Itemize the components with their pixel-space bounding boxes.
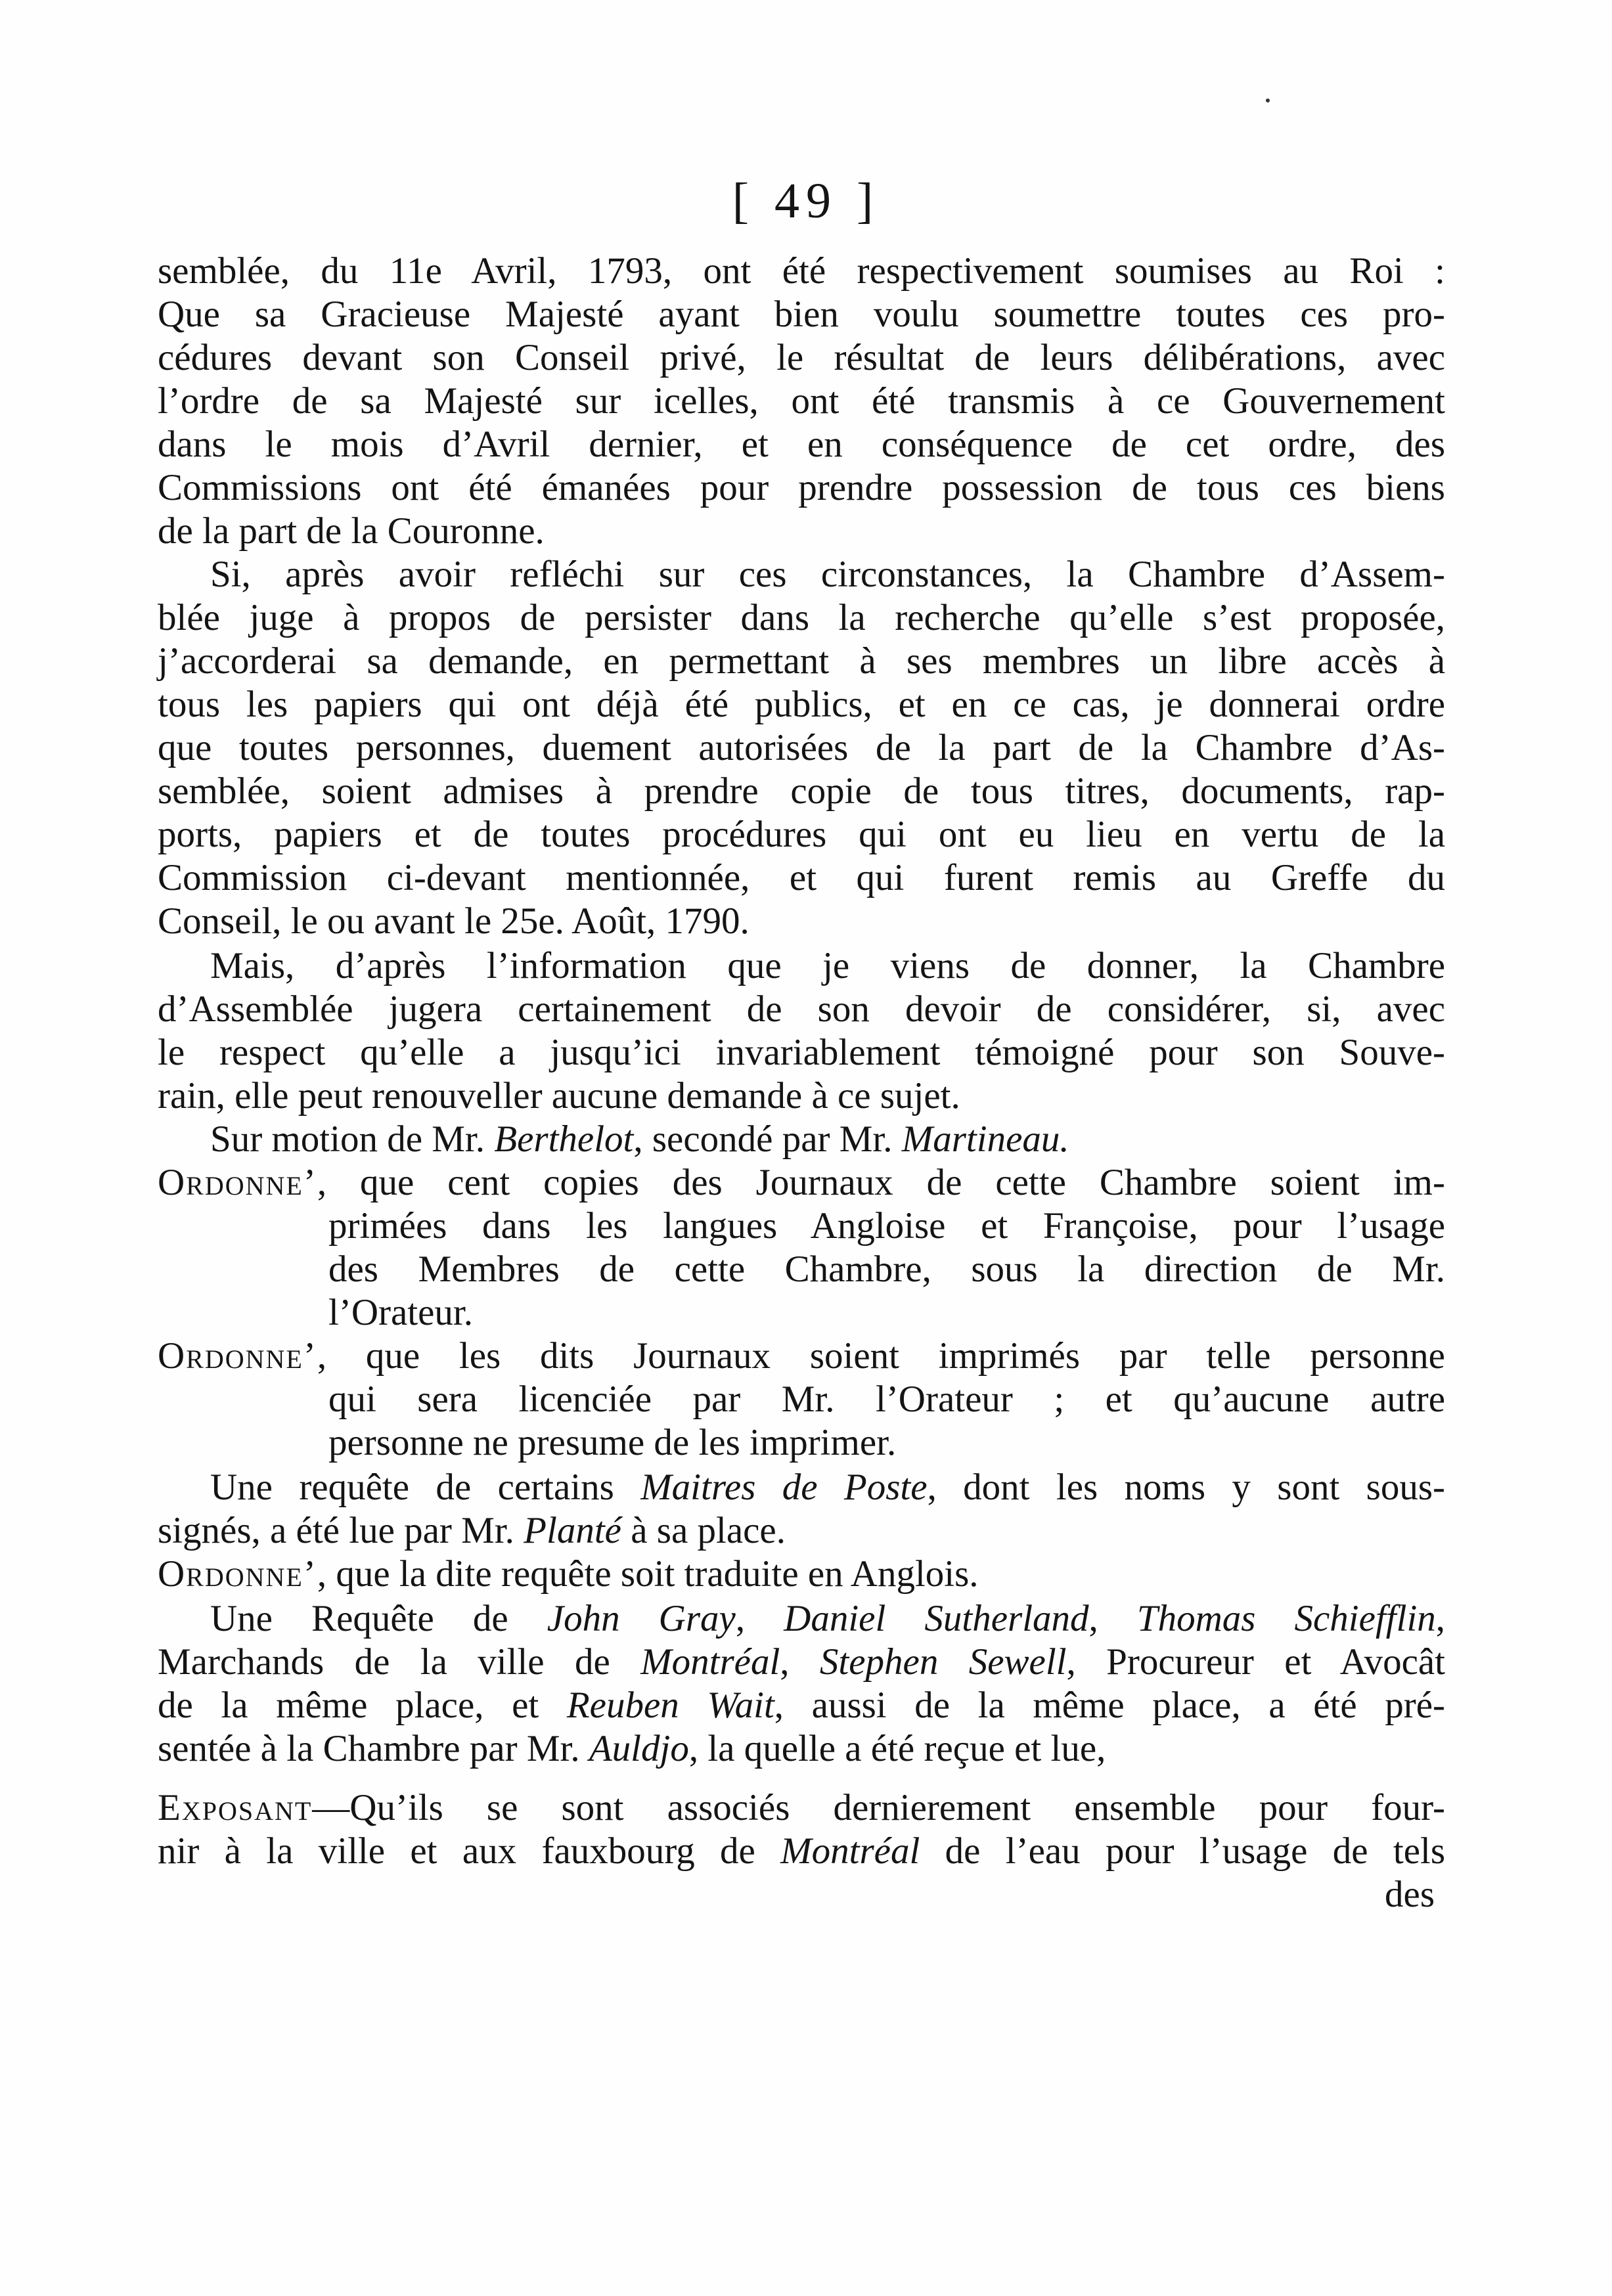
text-line: des Membres de cette Chambre, sous la direction de Mr. <box>328 1248 1445 1290</box>
text-line: blée juge à propos de persister dans la recherche qu’elle s’est proposée, <box>158 597 1445 638</box>
text-line: Mais, d’après l’information que je viens de donner, la Chambre <box>210 945 1445 986</box>
text-line: j’accorderai sa demande, en permettant à ses membres un libre accès à <box>158 640 1445 682</box>
paragraph-exposant <box>158 1786 1445 1873</box>
motion-line <box>158 1118 1445 1161</box>
text-line <box>158 1684 1445 1727</box>
text-fragment: —Qu’ils se sont associés dernierement ensemble pour four- <box>312 1787 1445 1828</box>
place-name: Montréal <box>780 1830 920 1872</box>
text-line: primées dans les langues Angloise et Françoise, pour l’usage <box>328 1205 1445 1247</box>
text-line: qui sera licenciée par Mr. l’Orateur ; et qu’aucune autre <box>328 1379 1445 1420</box>
order-translation <box>158 1553 1445 1596</box>
text-line <box>158 1727 1445 1771</box>
text-line: semblée, soient admises à prendre copie de tous titres, documents, rap- <box>158 770 1445 812</box>
petitioner-name: Daniel Sutherland <box>784 1598 1089 1639</box>
paragraph-duty-notice <box>158 944 1445 1118</box>
text-line: ports, papiers et de toutes procédures qui ont eu lieu en vertu de la <box>158 814 1445 855</box>
paragraph-postmasters-petition <box>158 1466 1445 1553</box>
comma: , <box>1088 1598 1137 1639</box>
exposant-keyword: Exposant <box>158 1787 313 1828</box>
text-line: tous les papiers qui ont déjà été publics, et en ce cas, je donnerai ordre <box>158 684 1445 725</box>
text-line: que toutes personnes, duement autorisées de la part de la Chambre d’As- <box>158 727 1445 768</box>
petitioner-name: John Gray <box>547 1598 736 1639</box>
text-line: Une Requête de John Gray, Daniel Sutherland, Thomas Schiefflin, <box>210 1598 1446 1639</box>
text-line: Que sa Gracieuse Majesté ayant bien voulu soumettre toutes ces pro- <box>158 294 1445 335</box>
text-line: Conseil, le ou avant le 25e. Août, 1790. <box>158 900 750 942</box>
text-fragment: , la quelle a été reçue et lue, <box>688 1728 1106 1769</box>
order-text: , que la dite requête soit traduite en Anglois. <box>317 1553 979 1595</box>
text-line <box>158 1830 1445 1873</box>
motion-middle: , secondé par Mr. <box>633 1118 893 1160</box>
catchword: des <box>1385 1874 1435 1915</box>
petitioner-name: Stephen Sewell <box>819 1641 1067 1683</box>
motion-prefix: Sur motion de Mr. <box>210 1118 485 1160</box>
text-fragment: Marchands de la ville de <box>158 1641 610 1683</box>
comma: , <box>735 1598 784 1639</box>
text-fragment: , dont les noms y sont sous- <box>927 1467 1446 1508</box>
text-fragment: signés, a été lue par Mr. <box>158 1510 514 1551</box>
order-printing <box>158 1161 1445 1335</box>
order-text: , que les dits Journaux soient imprimés par telle personne <box>317 1335 1445 1377</box>
text-line <box>158 1161 1445 1204</box>
paper-speck <box>1266 99 1270 102</box>
petitioner-name: Reuben Wait <box>566 1685 774 1726</box>
page-number: [ 49 ] <box>732 173 880 229</box>
text-line: rain, elle peut renouveller aucune demande à ce sujet. <box>158 1075 960 1116</box>
text-fragment: Une requête de certains <box>210 1467 614 1508</box>
order-printer <box>158 1335 1445 1465</box>
text-fragment: à sa place. <box>631 1510 786 1551</box>
paragraph-water-petition <box>158 1597 1445 1771</box>
order-keyword: Ordonne’ <box>158 1162 317 1203</box>
text-line <box>158 1553 1445 1596</box>
text-fragment: sentée à la Chambre par Mr. <box>158 1728 580 1769</box>
petitioners-name: Maitres de Poste <box>640 1467 928 1508</box>
text-line <box>158 1509 1445 1553</box>
text-line: cédures devant son Conseil privé, le résultat de leurs délibérations, avec <box>158 337 1445 378</box>
member-name: Planté <box>524 1510 621 1551</box>
text-line: dans le mois d’Avril dernier, et en conséquence de cet ordre, des <box>158 424 1445 465</box>
text-line: l’ordre de sa Majesté sur icelles, ont été transmis à ce Gouvernement <box>158 380 1445 422</box>
order-keyword: Ordonne’ <box>158 1553 317 1595</box>
text-line <box>158 1786 1445 1830</box>
text-fragment: de l’eau pour l’usage de tels <box>945 1830 1446 1872</box>
text-line: le respect qu’elle a jusqu’ici invariablement témoigné pour son Souve- <box>158 1032 1445 1073</box>
order-keyword: Ordonne’ <box>158 1335 317 1377</box>
text-fragment: Une Requête de <box>210 1598 508 1639</box>
text-line: d’Assemblée jugera certainement de son devoir de considérer, si, avec <box>158 988 1445 1030</box>
text-fragment: de la même place, et <box>158 1685 539 1726</box>
place-name: Montréal <box>640 1641 780 1683</box>
text-line: Commission ci-devant mentionnée, et qui furent remis au Greffe du <box>158 857 1445 898</box>
paragraph-royal-submission <box>158 250 1445 553</box>
text-line: Marchands de la ville de Montréal, Stephen Sewell, Procureur et Avocât <box>158 1641 1445 1683</box>
text-line: l’Orateur. <box>328 1292 473 1333</box>
seconder-name: Martineau. <box>901 1118 1069 1160</box>
member-name: Auldjo <box>589 1728 689 1769</box>
text-fragment: , aussi de la même place, a été pré- <box>774 1685 1446 1726</box>
text-line <box>158 1118 1445 1161</box>
text-line: personne ne presume de les imprimer. <box>328 1422 897 1463</box>
text-fragment: , Procureur et Avocât <box>1066 1641 1445 1683</box>
text-line: semblée, du 11e Avril, 1793, ont été respectivement soumises au Roi : <box>158 250 1445 292</box>
text-line: de la part de la Couronne. <box>158 510 545 552</box>
text-line: Commissions ont été émanées pour prendre possession de tous ces biens <box>158 467 1445 508</box>
text-line: Si, après avoir refléchi sur ces circonstances, la Chambre d’Assem- <box>210 554 1445 595</box>
text-line <box>158 1335 1445 1378</box>
petitioner-name: Thomas Schiefflin <box>1136 1598 1436 1639</box>
text-fragment: nir à la ville et aux fauxbourg de <box>158 1830 755 1872</box>
order-text: , que cent copies des Journaux de cette Chambre soient im- <box>317 1162 1445 1203</box>
text-line <box>158 1466 1445 1509</box>
mover-name: Berthelot <box>494 1118 634 1160</box>
paragraph-request-terms <box>158 553 1445 943</box>
